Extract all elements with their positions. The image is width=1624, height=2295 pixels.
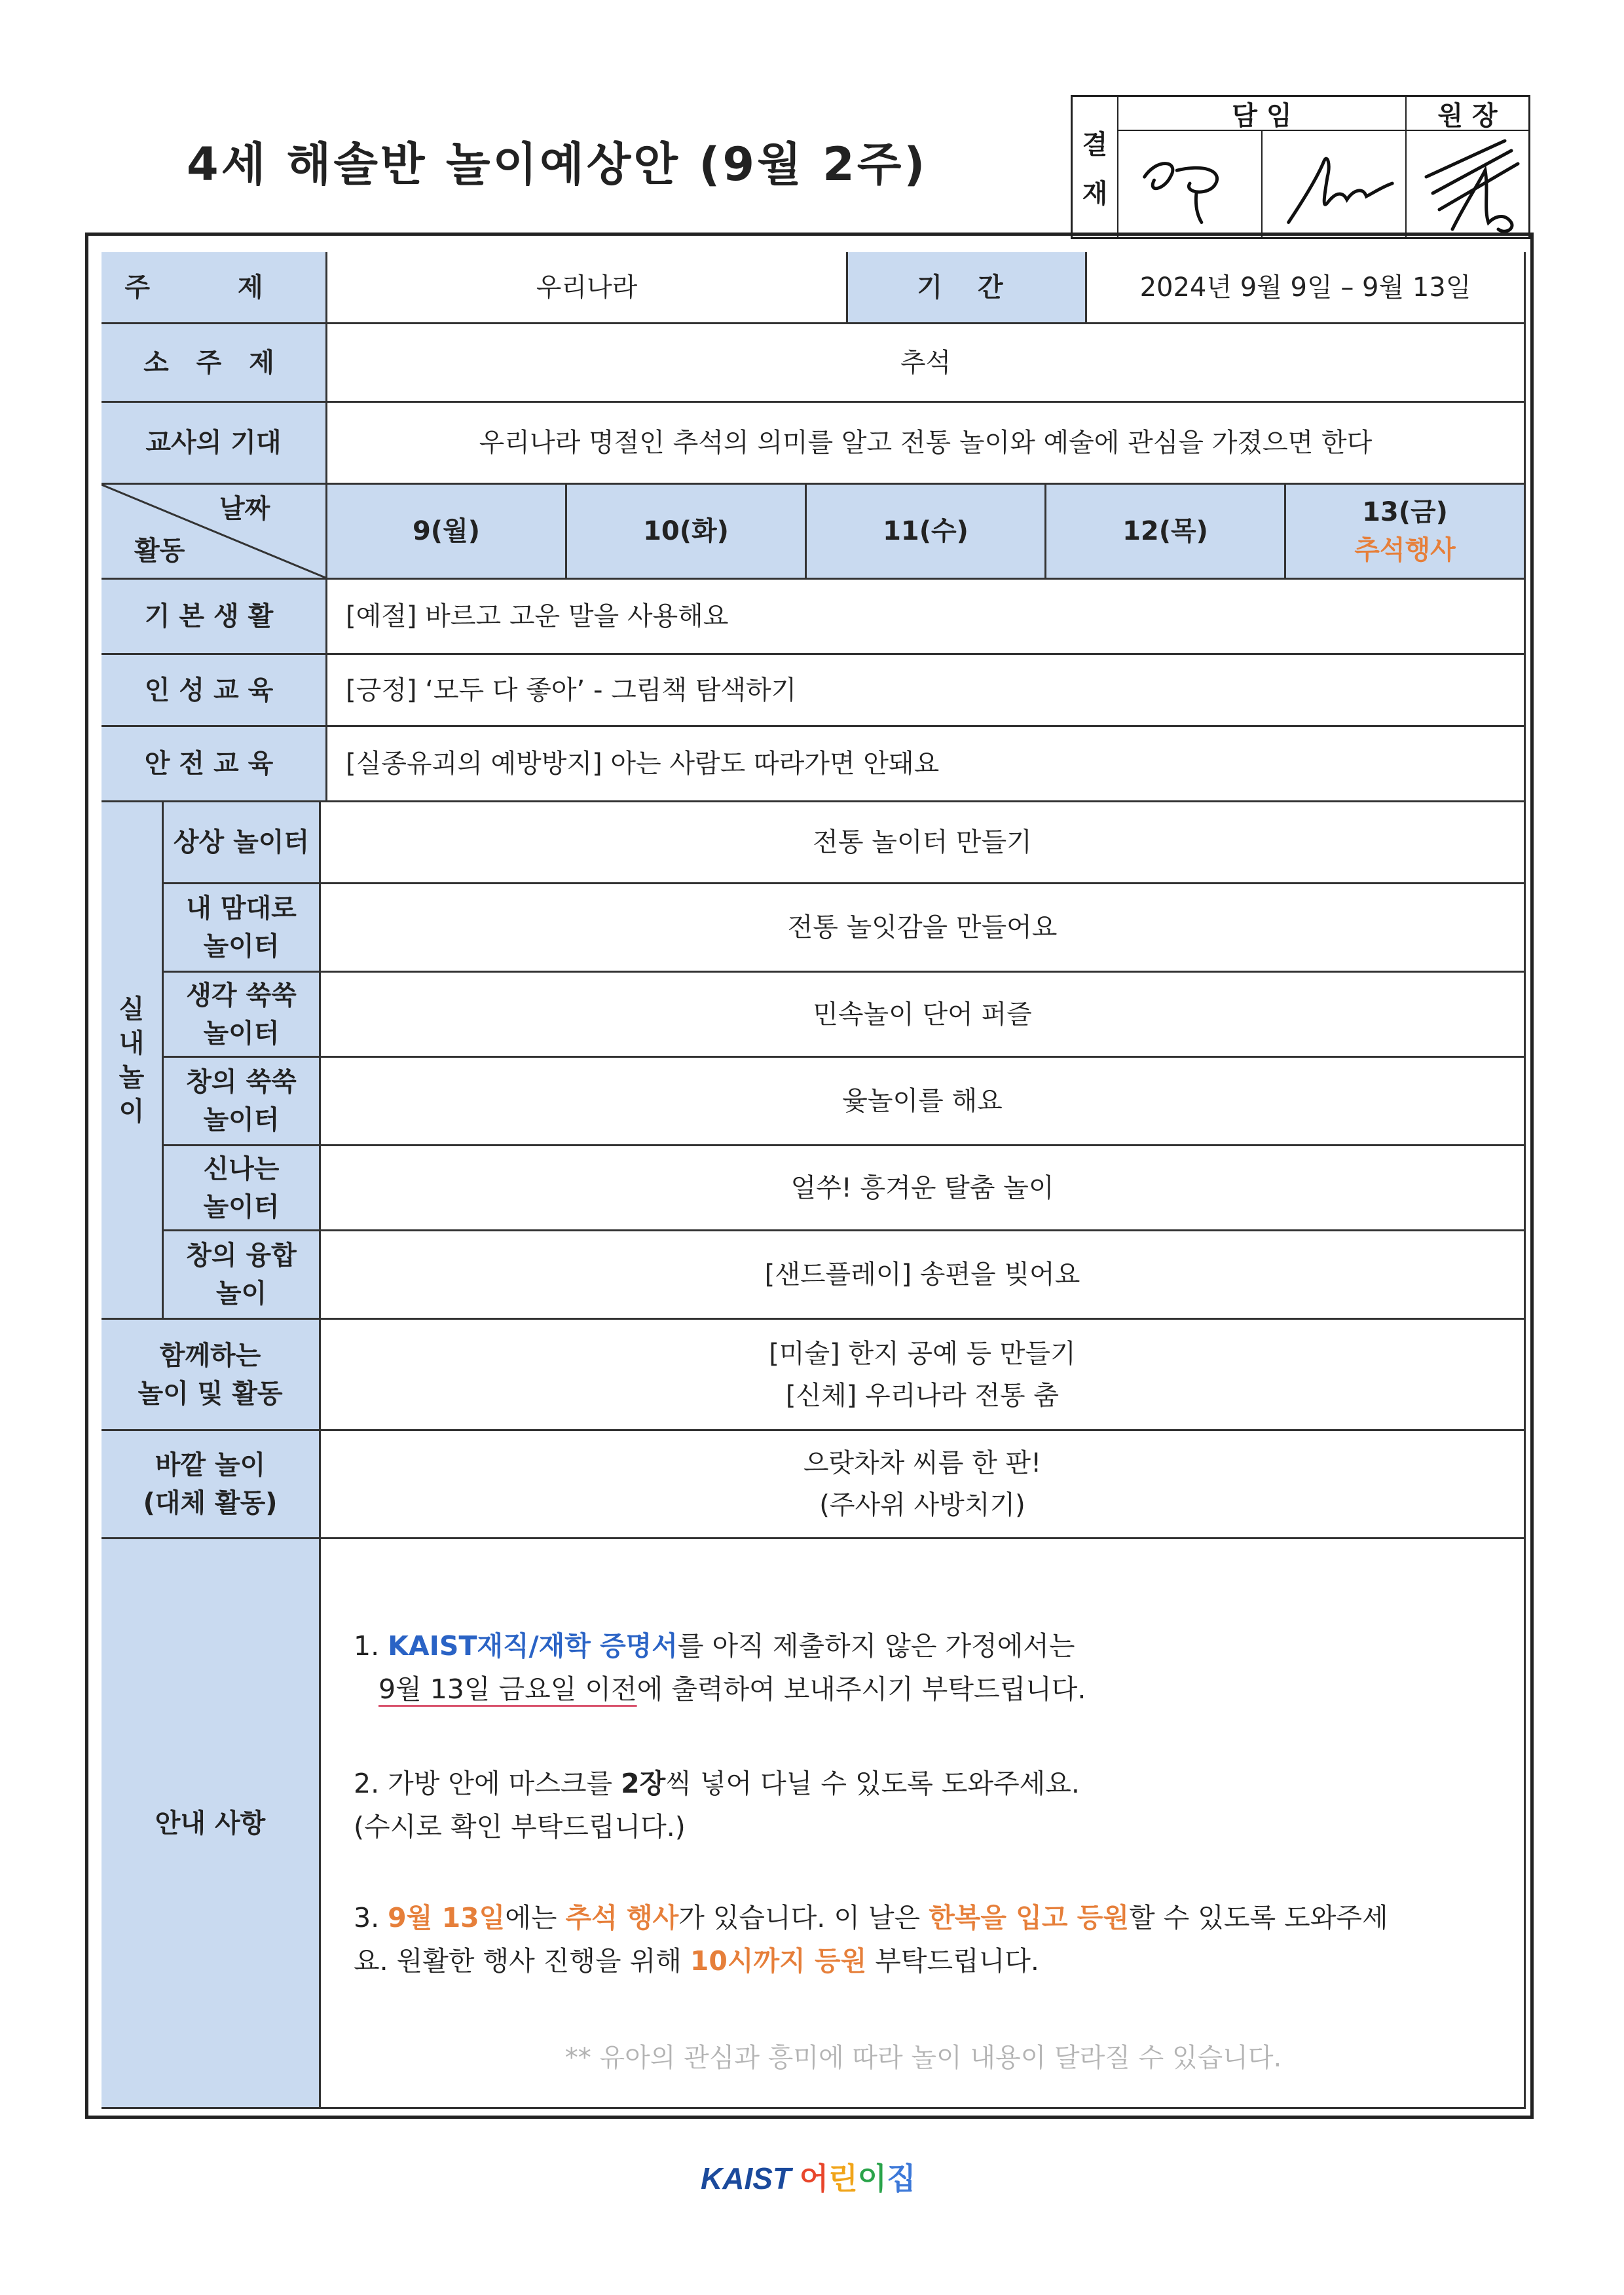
notice-3-date: 9월 13일 <box>388 1902 506 1933</box>
indoor-play-group-label: 실 내 놀 이 <box>101 802 164 1320</box>
notice-3-prefix: 3. <box>354 1902 388 1933</box>
kaist-kindergarten-logo <box>701 2155 923 2201</box>
notice-3-time: 10시까지 등원 <box>690 1945 867 1977</box>
logo-char-4: 집 <box>887 2161 916 2195</box>
corner-date-label: 날짜 <box>219 494 270 524</box>
indoor-row-label-2: 내 맘대로 놀이터 <box>164 884 321 973</box>
safety-edu-value: [실종유괴의 예방방지] 아는 사람도 따라가면 안돼요 <box>327 727 1526 802</box>
notice-item-1 <box>354 1624 1506 1711</box>
indoor-row-label-4: 창의 쑥쑥 놀이터 <box>164 1058 321 1146</box>
indoor-row-value-2: 전통 놀잇감을 만들어요 <box>321 884 1526 973</box>
notice-item-3 <box>354 1896 1506 1983</box>
together-value: [미술] 한지 공예 등 만들기 [신체] 우리나라 전통 춤 <box>321 1320 1526 1431</box>
notice-3-line2-b: 부탁드립니다. <box>866 1945 1039 1977</box>
signature-image-2 <box>1263 131 1405 238</box>
notice-3-a: 에는 <box>505 1902 566 1933</box>
notice-1-highlight: KAIST재직/재학 증명서 <box>388 1630 678 1662</box>
logo-char-1: 어 <box>799 2161 829 2195</box>
director-signature <box>1407 131 1528 238</box>
character-edu-value: [긍정] ‘모두 다 좋아’ - 그림책 탐색하기 <box>327 655 1526 727</box>
approval-label-cell <box>1073 97 1118 238</box>
outdoor-value: 으랏차차 씨름 한 판! (주사위 사방치기) <box>321 1431 1526 1539</box>
subtopic-value: 추석 <box>327 324 1526 403</box>
together-label: 함께하는 놀이 및 활동 <box>101 1320 321 1431</box>
notice-2-bold: 2장 <box>621 1768 666 1799</box>
day-tue: 10(화) <box>567 485 807 580</box>
topic-value: 우리나라 <box>327 252 848 324</box>
logo-char-2: 린 <box>828 2161 858 2195</box>
teacher-signature-1 <box>1118 131 1263 238</box>
outdoor-label: 바깥 놀이 (대체 활동) <box>101 1431 321 1539</box>
indoor-row-value-5: 얼쑤! 흥겨운 탈춤 놀이 <box>321 1146 1526 1231</box>
approval-label-char-1: 결 <box>1082 130 1108 160</box>
day-fri <box>1286 485 1526 580</box>
notice-2-prefix: 2. 가방 안에 마스크를 <box>354 1768 621 1799</box>
notice-1-deadline: 9월 13일 금요일 이전 <box>378 1673 637 1706</box>
notice-1-prefix: 1. <box>354 1630 388 1662</box>
indoor-row-value-6: [샌드플레이] 송편을 빚어요 <box>321 1231 1526 1320</box>
basic-life-value: [예절] 바르고 고운 말을 사용해요 <box>327 580 1526 655</box>
character-edu-label: 인성교육 <box>101 655 327 727</box>
chuseok-event-note: 추석행사 <box>1354 535 1456 565</box>
notice-label: 안내 사항 <box>101 1539 321 2109</box>
topic-label: 주 제 <box>101 252 327 324</box>
teacher-signature-2 <box>1263 131 1407 238</box>
day-thu: 12(목) <box>1046 485 1286 580</box>
notice-footnote: ** 유아의 관심과 흥미에 따라 놀이 내용이 달라질 수 있습니다. <box>564 2043 1282 2073</box>
indoor-row-label-6: 창의 융합 놀이 <box>164 1231 321 1320</box>
notice-3-b: 가 있습니다. 이 날은 <box>678 1902 929 1933</box>
notice-2-rest: 씩 넣어 다닐 수 있도록 도와주세요. <box>665 1768 1080 1799</box>
day-wed: 11(수) <box>807 485 1046 580</box>
signature-image-1 <box>1118 131 1261 238</box>
expectation-label: 교사의 기대 <box>101 403 327 485</box>
notice-3-hanbok: 한복을 입고 등원 <box>929 1902 1129 1933</box>
indoor-row-label-1: 상상 놀이터 <box>164 802 321 884</box>
basic-life-label: 기본생활 <box>101 580 327 655</box>
notice-content <box>321 1539 1526 2109</box>
logo-char-3: 이 <box>857 2161 887 2195</box>
notice-2-line2: (수시로 확인 부탁드립니다.) <box>354 1811 686 1843</box>
page-title: 4세 해솔반 놀이예상안 (9월 2주) <box>187 138 928 191</box>
indoor-row-value-3: 민속놀이 단어 퍼즐 <box>321 973 1526 1058</box>
indoor-row-value-4: 윷놀이를 해요 <box>321 1058 1526 1146</box>
date-activity-corner <box>101 485 327 580</box>
notice-3-line2-a: 요. 원활한 행사 진행을 위해 <box>354 1945 690 1977</box>
expectation-value: 우리나라 명절인 추석의 의미를 알고 전통 놀이와 예술에 관심을 가졌으면 한다 <box>327 403 1526 485</box>
notice-3-c: 할 수 있도록 도와주세 <box>1129 1902 1388 1933</box>
notice-1-rest: 를 아직 제출하지 않은 가정에서는 <box>677 1630 1075 1662</box>
indoor-row-label-5: 신나는 놀이터 <box>164 1146 321 1231</box>
notice-item-2 <box>354 1762 1506 1849</box>
notice-1-line2-rest: 에 출력하여 보내주시기 부탁드립니다. <box>637 1673 1086 1706</box>
signature-image-3 <box>1407 131 1528 238</box>
approval-box <box>1071 95 1530 239</box>
director-label: 원 장 <box>1407 97 1528 131</box>
subtopic-label: 소 주 제 <box>101 324 327 403</box>
approval-label-char-2: 재 <box>1082 179 1108 209</box>
indoor-row-value-1: 전통 놀이터 만들기 <box>321 802 1526 884</box>
teacher-label: 담 임 <box>1118 97 1407 131</box>
corner-activity-label: 활동 <box>134 536 185 566</box>
logo-kaist-text: KAIST <box>701 2161 791 2195</box>
period-value: 2024년 9월 9일 – 9월 13일 <box>1087 252 1526 324</box>
period-label: 기 간 <box>848 252 1087 324</box>
notice-3-event: 추석 행사 <box>565 1902 679 1933</box>
day-fri-label: 13(금) <box>1362 497 1448 527</box>
day-mon: 9(월) <box>327 485 567 580</box>
indoor-row-label-3: 생각 쑥쑥 놀이터 <box>164 973 321 1058</box>
safety-edu-label: 안전교육 <box>101 727 327 802</box>
